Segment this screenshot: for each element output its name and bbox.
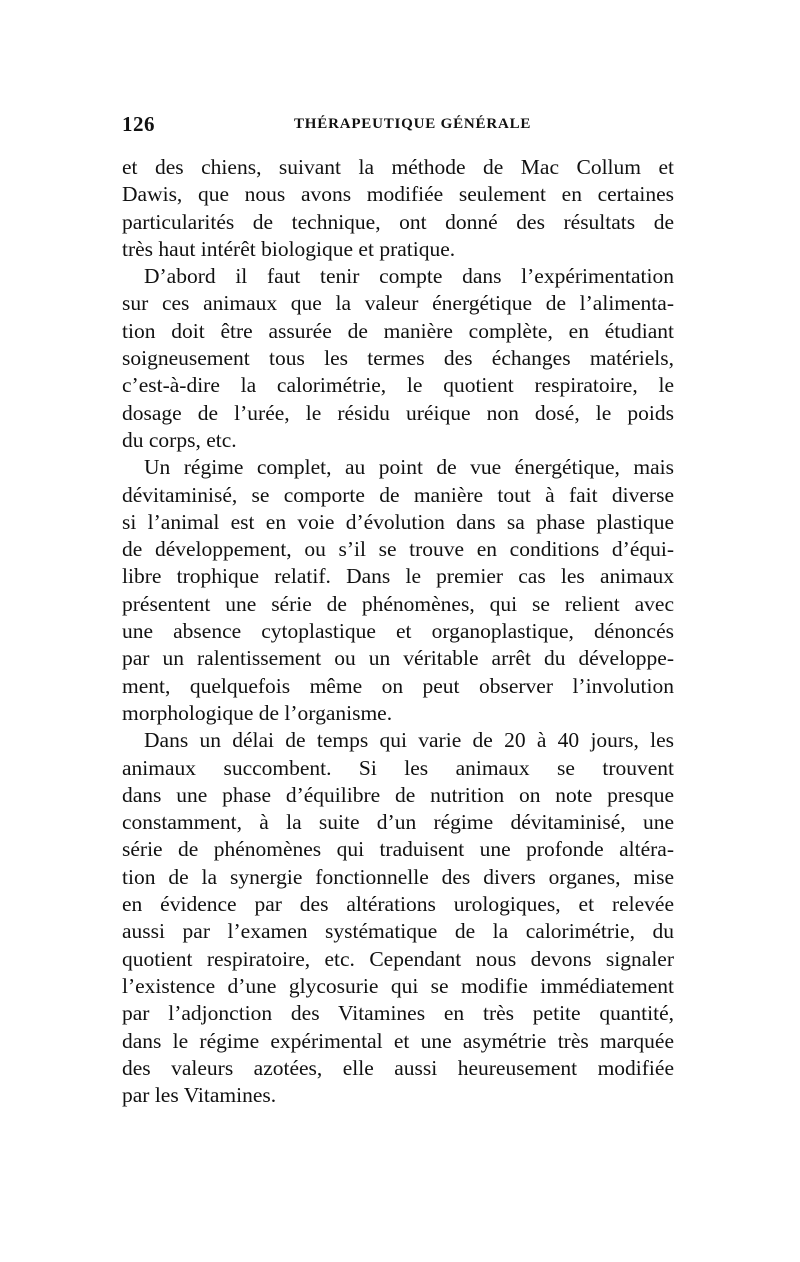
text-line: tion de la synergie fonctionnelle des divers organes, mise [122, 864, 674, 889]
text-line: aussi par l’examen systématique de la calorimétrie, du [122, 919, 674, 944]
body-text [122, 154, 674, 1109]
text-line: des valeurs azotées, elle aussi heureusement modifiée [122, 1055, 674, 1080]
text-line: libre trophique relatif. Dans le premier cas les animaux [122, 564, 674, 589]
text-line: dosage de l’urée, le résidu uréique non dosé, le poids [122, 400, 674, 425]
text-line: du corps, etc. [122, 427, 237, 452]
text-line: ment, quelquefois même on peut observer l’involution [122, 673, 674, 698]
text-line: une absence cytoplastique et organoplastique, dénoncés [122, 619, 674, 644]
page-number: 126 [122, 112, 155, 136]
text-line: Dawis, que nous avons modifiée seulement en certaines [122, 182, 674, 207]
text-line: par l’adjonction des Vitamines en très petite quantité, [122, 1001, 674, 1026]
text-line: série de phénomènes qui traduisent une profonde altéra- [122, 837, 674, 862]
text-line: si l’animal est en voie d’évolution dans sa phase plastique [122, 509, 674, 534]
text-line: par les Vitamines. [122, 1083, 277, 1108]
text-line: Un régime complet, au point de vue énergétique, mais [144, 455, 674, 480]
text-line: dans le régime expérimental et une asymétrie très marquée [122, 1028, 674, 1053]
text-line: D’abord il faut tenir compte dans l’expérimentation [144, 264, 674, 289]
running-head [122, 112, 678, 140]
text-line: l’existence d’une glycosurie qui se modifie immédiatement [122, 973, 674, 998]
text-line: morphologique de l’organisme. [122, 700, 393, 725]
text-line: particularités de technique, ont donné des résultats de [122, 209, 674, 234]
text-line: et des chiens, suivant la méthode de Mac Collum et [122, 155, 674, 179]
text-line: en évidence par des altérations urologiques, et relevée [122, 892, 674, 917]
text-line: de développement, ou s’il se trouve en conditions d’équi- [122, 537, 674, 562]
text-line: animaux succombent. Si les animaux se trouvent [122, 755, 674, 780]
text-line: dans une phase d’équilibre de nutrition on note presque [122, 782, 674, 807]
text-line: très haut intérêt biologique et pratique. [122, 236, 456, 261]
text-line: c’est-à-dire la calorimétrie, le quotient respiratoire, le [122, 373, 674, 398]
text-line: Dans un délai de temps qui varie de 20 à 40 jours, les [144, 728, 674, 753]
text-line: tion doit être assurée de manière complète, en étudiant [122, 318, 674, 343]
text-line: dévitaminisé, se comporte de manière tout à fait diverse [122, 482, 674, 507]
text-line: sur ces animaux que la valeur énergétique de l’alimenta- [122, 291, 674, 316]
text-line: soigneusement tous les termes des échanges matériels, [122, 346, 674, 371]
text-line: constamment, à la suite d’un régime dévitaminisé, une [122, 810, 674, 835]
running-title: THÉRAPEUTIQUE GÉNÉRALE [294, 116, 532, 132]
text-line: présentent une série de phénomènes, qui se relient avec [122, 591, 674, 616]
text-line: par un ralentissement ou un véritable arrêt du développe- [122, 646, 674, 671]
text-line: quotient respiratoire, etc. Cependant nous devons signaler [122, 946, 674, 971]
